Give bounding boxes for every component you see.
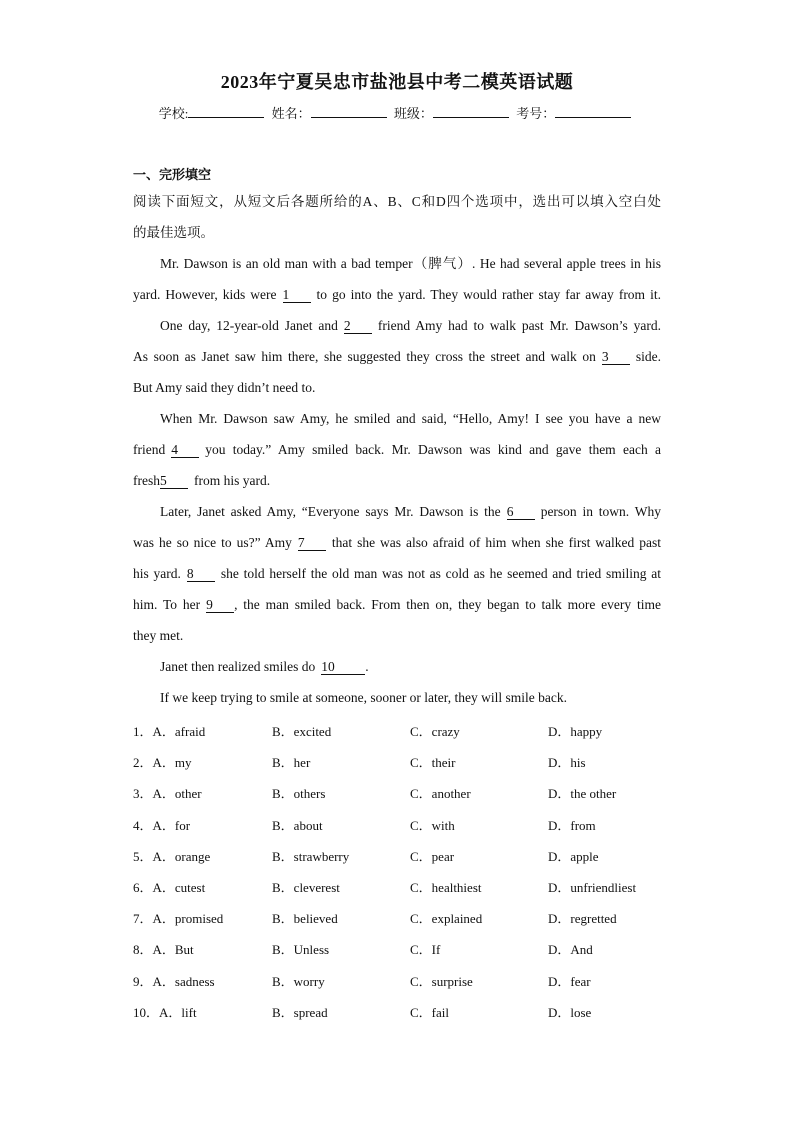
option-c[interactable]: C．explained <box>410 911 483 927</box>
option-c[interactable]: C．crazy <box>410 724 460 739</box>
class-blank[interactable] <box>433 105 509 118</box>
instruction <box>133 186 661 248</box>
passage-line: fresh5 from his yard. <box>133 473 271 488</box>
number-blank[interactable] <box>555 105 631 118</box>
question-row <box>133 939 673 970</box>
option-b[interactable]: B．Unless <box>272 942 330 958</box>
option-c[interactable]: C．pear <box>410 848 455 864</box>
option-d[interactable]: D．happy <box>548 724 603 739</box>
blank-1: 1 <box>283 288 311 303</box>
passage-line: friend 4 you today.” Amy smiled back. Mr. Dawson was kind and gave them each a <box>133 442 661 457</box>
option-a[interactable]: 1．A．afraid <box>133 724 206 739</box>
option-b[interactable]: B．about <box>272 817 323 833</box>
school-blank[interactable] <box>188 105 264 118</box>
question-row <box>133 815 673 846</box>
blank-3: 3 <box>602 350 630 365</box>
option-c[interactable]: C．their <box>410 755 456 771</box>
option-a[interactable]: 8．A．But <box>133 942 194 958</box>
option-b[interactable]: B．strawberry <box>272 848 350 864</box>
number-label: 考号： <box>516 106 556 121</box>
option-b[interactable]: B．worry <box>272 973 325 989</box>
option-c[interactable]: C．another <box>410 786 471 802</box>
blank-9: 9 <box>206 598 234 613</box>
blank-10: 10 <box>321 660 365 675</box>
option-a[interactable]: 5．A．orange <box>133 848 211 864</box>
option-c[interactable]: C．surprise <box>410 973 473 989</box>
question-row <box>133 752 673 783</box>
option-a[interactable]: 7．A．promised <box>133 911 224 927</box>
option-b[interactable]: B．believed <box>272 911 338 927</box>
passage-line: Janet then realized smiles do 10 . <box>160 659 369 674</box>
option-b[interactable]: B．cleverest <box>272 879 340 895</box>
option-a[interactable]: 4．A．for <box>133 817 191 833</box>
passage-line: One day, 12-year-old Janet and 2 friend Amy had to walk past Mr. Dawson’s yard. <box>160 318 661 333</box>
blank-2: 2 <box>344 319 372 334</box>
passage-line: Later, Janet asked Amy, “Everyone says Mr. Dawson is the 6 person in town. Why <box>160 504 661 519</box>
section-heading: 一、完形填空 <box>133 167 212 182</box>
passage-line: they met. <box>133 628 184 643</box>
option-b[interactable]: B．her <box>272 755 311 771</box>
blank-7: 7 <box>298 536 326 551</box>
question-row <box>133 908 673 939</box>
passage-line: As soon as Janet saw him there, she suggested they cross the street and walk on 3 side. <box>133 349 661 364</box>
passage-line: was he so nice to us?” Amy 7 that she was also afraid of him when she first walked past <box>133 535 662 550</box>
option-d[interactable]: D．And <box>548 942 593 958</box>
option-b[interactable]: B．spread <box>272 1004 328 1020</box>
option-b[interactable]: B．excited <box>272 724 332 739</box>
question-options <box>133 721 673 1033</box>
passage-line: him. To her 9 , the man smiled back. From then on, they began to talk more every time <box>133 597 661 612</box>
option-c[interactable]: C．healthiest <box>410 879 482 895</box>
option-c[interactable]: C．If <box>410 942 441 958</box>
question-row <box>133 846 673 877</box>
question-row <box>133 1002 673 1033</box>
passage-line: his yard. 8 she told herself the old man was not as cold as he seemed and tried smiling at <box>133 566 661 581</box>
option-d[interactable]: D．lose <box>548 1004 592 1020</box>
class-label: 班级： <box>393 106 433 121</box>
question-row <box>133 721 673 752</box>
option-d[interactable]: D．fear <box>548 973 591 989</box>
option-d[interactable]: D．regretted <box>548 911 617 927</box>
question-row <box>133 877 673 908</box>
passage-line: Mr. Dawson is an old man with a bad temper（脾气）. He had several apple trees in his <box>160 256 661 271</box>
instruction-line: 阅读下面短文，从短文后各题所给的A、B、C和D四个选项中，选出可以填入空白处 <box>133 194 661 209</box>
blank-6: 6 <box>507 505 535 520</box>
name-blank[interactable] <box>311 105 387 118</box>
option-d[interactable]: D．his <box>548 755 586 771</box>
blank-5: 5 <box>160 474 188 489</box>
name-label: 姓名： <box>271 106 311 121</box>
passage-line: If we keep trying to smile at someone, sooner or later, they will smile back. <box>160 690 567 705</box>
question-row <box>133 971 673 1002</box>
option-d[interactable]: D．the other <box>548 786 617 802</box>
option-d[interactable]: D．from <box>548 817 596 833</box>
page-title: 2023年宁夏吴忠市盐池县中考二模英语试题 <box>220 72 574 92</box>
option-c[interactable]: C．fail <box>410 1004 449 1020</box>
option-a[interactable]: 3．A．other <box>133 786 202 802</box>
option-a[interactable]: 2．A．my <box>133 755 192 771</box>
passage-line: yard. However, kids were 1 to go into the yard. They would rather stay far away from it. <box>133 287 661 302</box>
passage-line: But Amy said they didn’t need to. <box>133 380 316 395</box>
option-d[interactable]: D．apple <box>548 848 599 864</box>
blank-4: 4 <box>171 443 199 458</box>
passage-line: When Mr. Dawson saw Amy, he smiled and said, “Hello, Amy! I see you have a new <box>160 411 661 426</box>
blank-8: 8 <box>187 567 215 582</box>
option-c[interactable]: C．with <box>410 817 455 833</box>
option-d[interactable]: D．unfriendliest <box>548 879 637 895</box>
option-a[interactable]: 9．A．sadness <box>133 973 215 989</box>
school-label: 学校: <box>158 106 189 121</box>
question-row <box>133 783 673 814</box>
passage <box>133 248 661 713</box>
option-a[interactable]: 10．A．lift <box>133 1004 197 1020</box>
option-a[interactable]: 6．A．cutest <box>133 879 206 895</box>
instruction-line: 的最佳选项。 <box>133 225 214 240</box>
option-b[interactable]: B．others <box>272 786 326 802</box>
student-info-line <box>0 103 794 122</box>
